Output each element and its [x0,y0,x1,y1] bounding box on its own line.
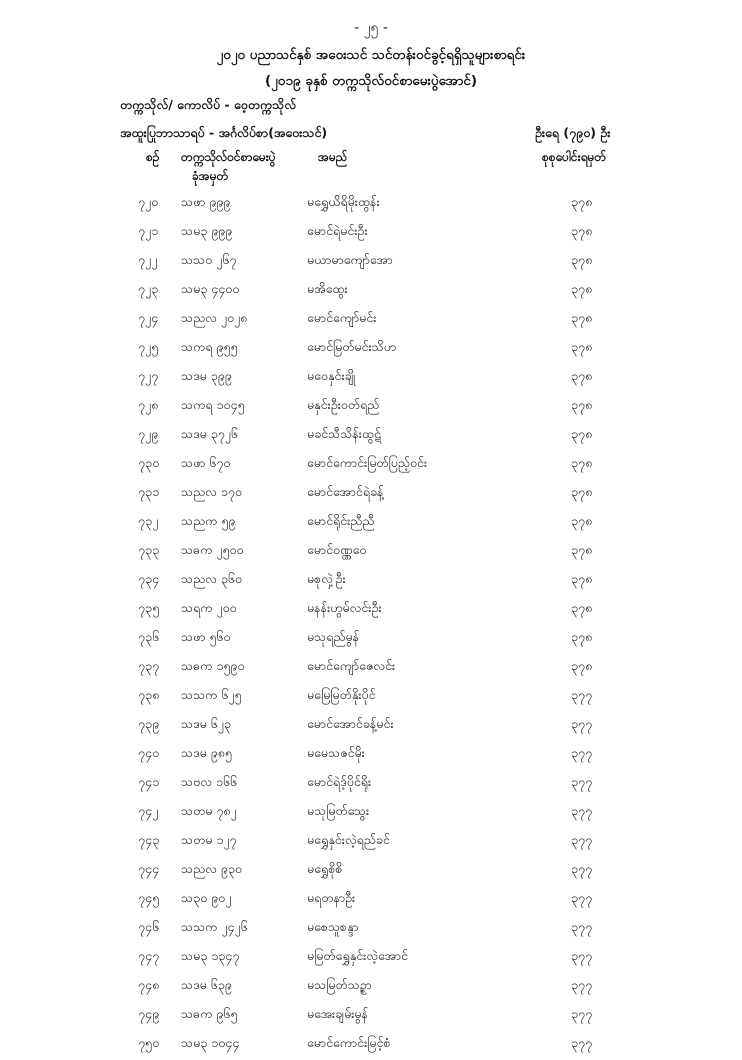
row-number: ၇၂၉ [138,426,159,441]
row-number: ၇၂၁ [138,223,159,238]
table-row [0,567,742,596]
row-number: ၇၄၇ [138,948,160,963]
total-score: ၃၇၇ [571,919,593,934]
student-name: မောင်ကောင်းမြင့်စံ [307,1035,391,1050]
total-score: ၃၇၇ [571,687,593,702]
table-row [0,277,742,306]
student-name: မသုရည်မွန် [307,629,360,644]
total-score: ၃၇၈ [571,310,593,325]
roll-number: သသ၀ ၂၆၇ [181,252,237,267]
roll-number: သကရ ၁၀၄၅ [181,397,245,412]
roll-number: သဖာ ၅၆၀ [181,629,231,644]
roll-number: သမ၃ ၁၃၄၇ [181,948,240,963]
roll-number: သမ၃ ၄၄၀၀ [181,281,240,296]
row-number: ၇၄၀ [138,745,160,760]
total-score: ၃၇၇ [571,890,593,905]
roll-number: သဓက ၂၅၀၀ [181,542,244,557]
roll-number: သညလ ၉၃၀ [181,861,242,876]
table-row [0,625,742,654]
table-row [0,799,742,828]
roll-number: သတမ ၁၂၇ [181,832,237,847]
row-number: ၇၄၂ [138,803,159,818]
row-number: ၇၃၆ [138,629,160,644]
student-name: မရွှေနှင်းလဲ့ရည်ခင် [307,832,390,847]
table-row [0,886,742,915]
row-number: ၇၃၇ [138,658,160,673]
row-number: ၇၃၃ [138,542,160,557]
total-count: ဦးရေ (၇၉၀) ဦး [535,125,611,140]
student-name: မောင်အောင်ခန့်မင်း [307,716,394,731]
student-name: မောင်မြတ်မင်းသိဟ [307,339,396,354]
table-row [0,712,742,741]
table-row [0,741,742,770]
roll-number: သ၃၀ ၉၀၂ [181,890,232,905]
student-name: မသုမြတ်သွေး [307,803,370,818]
student-name: မမြတ်ရွှေနှင်းလဲ့အောင် [307,948,408,963]
student-name: မောင်ကျော်မင်း [307,310,377,325]
roll-number: သမ၃ ၁၀၄၄ [181,1035,240,1050]
table-row [0,973,742,1002]
row-number: ၇၄၈ [138,977,160,992]
total-score: ၃၇၈ [571,397,593,412]
total-score: ၃၇၈ [571,658,593,673]
total-score: ၃၇၈ [571,194,593,209]
table-row [0,596,742,625]
table-row [0,364,742,393]
table-row [0,828,742,857]
results-table [0,190,742,1060]
row-number: ၇၂၂ [138,252,158,267]
total-score: ၃၇၈ [571,281,593,296]
total-score: ၃၇၇ [571,977,593,992]
roll-number: သဗလ ၁၆၆ [181,774,238,789]
row-number: ၇၃၂ [138,513,159,528]
student-name: မနန်းဟွမ်လင်းဦး [307,600,382,615]
row-number: ၇၃၈ [138,687,160,702]
table-row [0,393,742,422]
table-row [0,219,742,248]
row-number: ၇၃၅ [138,600,160,615]
total-score: ၃၇၇ [571,1006,593,1021]
university-line: တက္ကသိုလ်/ ကောလိပ် - ဝေ့တက္ကသိုလ် [120,97,297,112]
roll-number: သညလ ၁၇၀ [181,484,242,499]
roll-number: သဒမ ၆၂၃ [181,716,231,731]
document-subtitle: (၂၀၁၉ ခုနှစ် တက္ကသိုလ်ဝင်စာမေးပွဲအောင်) [265,73,477,89]
row-number: ၇၄၁ [138,774,160,789]
roll-number: သဒမ ၆၃၉ [181,977,232,992]
table-row [0,683,742,712]
total-score: ၃၇၈ [571,252,593,267]
table-row [0,422,742,451]
document-title: ၂၀၂၀ ပညာသင်နှစ် အဝေးသင် သင်တန်းဝင်ခွင့်ရရှိသူများစာရင်း [216,47,526,63]
total-score: ၃၇၈ [571,339,593,354]
total-score: ၃၇၇ [571,803,593,818]
total-score: ၃၇၇ [571,861,593,876]
roll-number: သမ၃ ၉၉၉ [181,223,233,238]
student-name: မရတနာဦး [307,890,356,905]
row-number: ၇၃၉ [138,716,160,731]
total-score: ၃၇၈ [571,368,593,383]
student-name: မယာမာကျော်အော [307,252,393,267]
table-row [0,944,742,973]
column-header-score: စုစုပေါင်းရမှတ် [542,150,607,164]
table-row [0,857,742,886]
table-row [0,770,742,799]
student-name: မစုလှဲ့ဦး [307,571,346,586]
row-number: ၇၄၅ [138,890,160,905]
student-name: မအေးချမ်းမွန် [307,1006,369,1021]
student-name: မမြေမြတ်နိုးပိုင် [307,687,376,702]
table-row [0,1031,742,1060]
row-number: ၇၂၃ [138,281,159,296]
roll-number: သဒမ ၉၈၅ [181,745,232,760]
row-number: ၇၂၄ [138,310,159,325]
total-score: ၃၇၈ [571,455,593,470]
column-header-name: အမည် [318,150,348,164]
table-row [0,480,742,509]
roll-number: သသက ၂၄၂၆ [181,919,248,934]
column-header-roll-line2: ခုံအမှတ် [192,169,229,183]
total-score: ၃၇၈ [571,542,593,557]
total-score: ၃၇၈ [571,223,593,238]
total-score: ၃၇၇ [571,948,593,963]
table-row [0,915,742,944]
student-name: မောင်ဝဏ္ဏဝေ [307,542,367,557]
total-score: ၃၇၈ [571,571,593,586]
student-name: မမေသဇင်မိုး [307,745,365,760]
row-number: ၇၅၀ [138,1035,160,1050]
total-score: ၃၇၈ [571,513,593,528]
student-name: မောင်ရဲဒ့်ပိုင်ရိုး [307,774,372,789]
student-name: မောင်အောင်ရဲခန့် [307,484,384,499]
row-number: ၇၃၄ [138,571,160,586]
row-number: ၇၄၄ [138,861,160,876]
column-header-roll: တက္ကသိုလ်ဝင်စာမေးပွဲ [181,150,276,164]
student-name: မနှင်းဦးဝတ်ရည် [307,397,380,412]
roll-number: သညလ ၃၆၀ [181,571,242,586]
student-name: မောင်ကျော်ဇေလင်း [307,658,396,673]
student-name: မစေသူစန္ဒာ [307,919,359,934]
row-number: ၇၄၆ [138,919,160,934]
table-row [0,509,742,538]
table-row [0,248,742,277]
roll-number: သဒမ ၃၇၂၆ [181,426,238,441]
roll-number: သတမ ၇၈၂ [181,803,237,818]
roll-number: သဖာ ၆၇၀ [181,455,231,470]
row-number: ၇၂၀ [138,194,159,209]
table-row [0,538,742,567]
student-name: မဝေနှင်းချို [307,368,356,383]
total-score: ၃၇၈ [571,426,593,441]
course-line: အထူးပြုဘာသာရပ် - အင်္ဂလိပ်စာ(အဝေးသင်) [120,125,328,140]
row-number: ၇၄၉ [138,1006,160,1021]
roll-number: သကရ ၉၅၅ [181,339,238,354]
total-score: ၃၇၈ [571,600,593,615]
student-name: မအိထွေး [307,281,348,296]
roll-number: သညက ၅၉ [181,513,236,528]
roll-number: သဓက ၁၅၉၀ [181,658,245,673]
student-name: မောင်ရိုင်းညီညီ [307,513,375,528]
student-name: မောင်ကောင်းမြတ်ပြည့်ဝင်း [307,455,428,470]
row-number: ၇၂၅ [138,339,159,354]
roll-number: သဖာ ၉၉၉ [181,194,231,209]
row-number: ၇၂၇ [138,368,159,383]
row-number: ၇၃၀ [138,455,160,470]
roll-number: သဒမ ၃၉၉ [181,368,232,383]
table-row [0,1002,742,1031]
table-row [0,190,742,219]
student-name: မခင်သီသိန်းထွဋ် [307,426,381,441]
row-number: ၇၂၈ [138,397,159,412]
student-name: မောင်ရဲမင်းဦး [307,223,368,238]
table-row [0,451,742,480]
row-number: ၇၄၃ [138,832,160,847]
student-name: မရွှေစိုစိ [307,861,343,876]
roll-number: သသက ၆၂၅ [181,687,242,702]
total-score: ၃၇၇ [571,774,593,789]
total-score: ၃၇၇ [571,716,593,731]
total-score: ၃၇၇ [571,1035,593,1050]
table-row [0,654,742,683]
table-row [0,306,742,335]
total-score: ၃၇၈ [571,629,593,644]
total-score: ၃၇၈ [571,484,593,499]
row-number: ၇၃၁ [138,484,160,499]
roll-number: သညလ ၂၀၂၈ [181,310,248,325]
student-name: မသမြတ်သဥ္စာ [307,977,372,992]
table-row [0,335,742,364]
roll-number: သဓက ၉၆၅ [181,1006,238,1021]
student-name: မရွှေယိရိမိုးထွန်း [307,194,380,209]
total-score: ၃၇၇ [571,832,593,847]
page-number: - ၂၅ - [354,20,388,36]
column-header-no: စဉ် [146,150,160,164]
total-score: ၃၇၇ [571,745,593,760]
roll-number: သရက ၂၀၀ [181,600,237,615]
